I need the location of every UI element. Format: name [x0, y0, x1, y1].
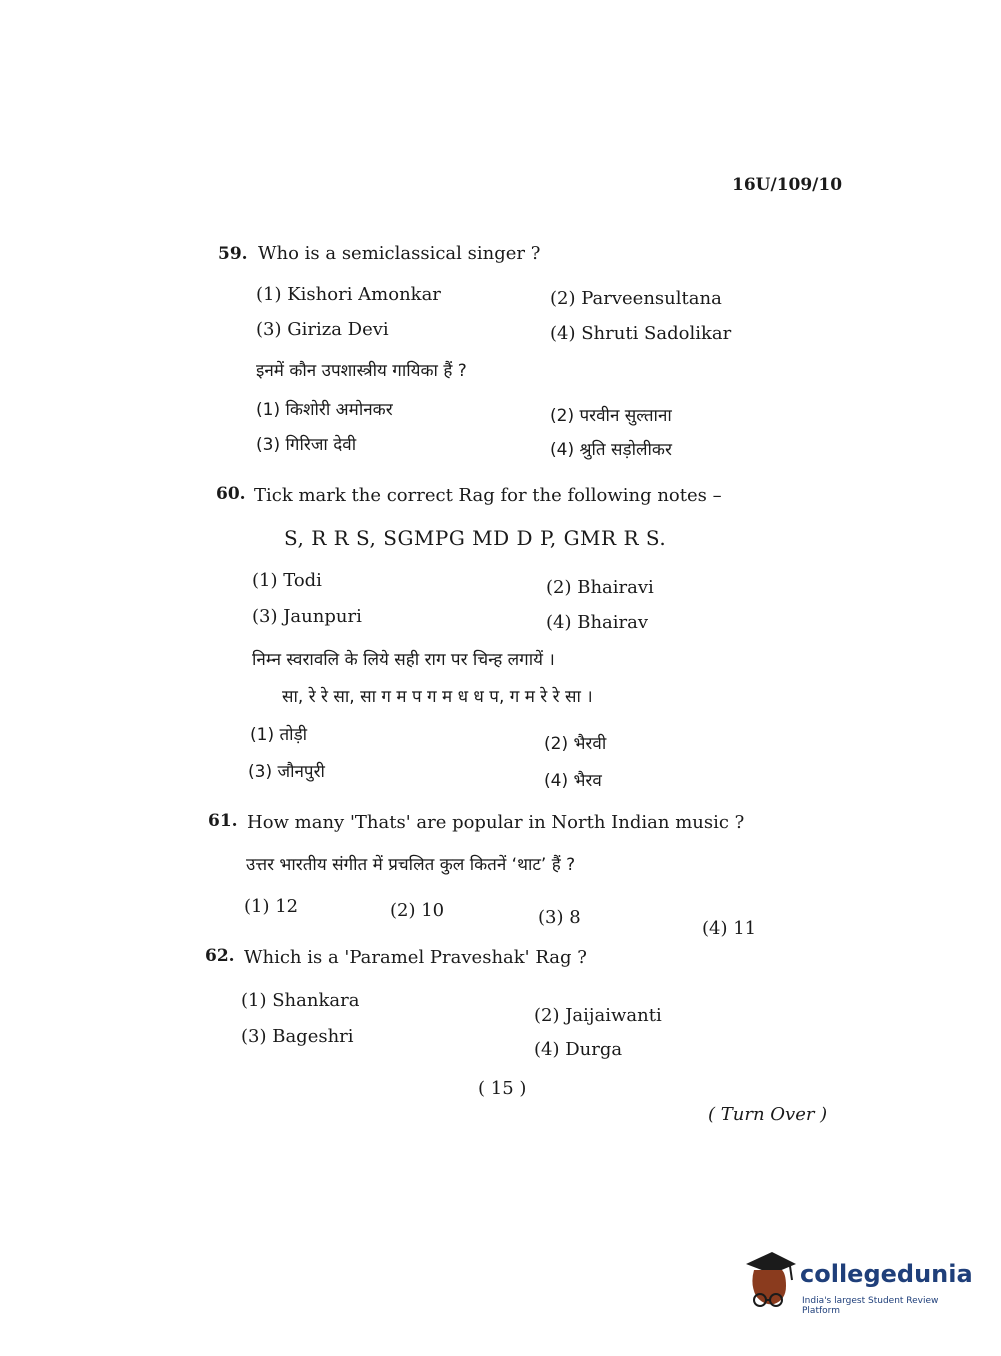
- question-text: Who is a semiclassical singer ?: [258, 243, 541, 264]
- option-2: (2) Bhairavi: [546, 577, 654, 598]
- option-2: (2) Parveensultana: [550, 288, 722, 309]
- option-1: (1) Todi: [252, 570, 322, 591]
- option-2: (2) 10: [390, 900, 445, 921]
- swar-notes-hindi: सा, रे रे सा, सा ग म प ग म ध ध प, ग म रे रे सा ।: [282, 687, 593, 707]
- question-text: Which is a 'Paramel Praveshak' Rag ?: [244, 947, 587, 968]
- option-3-hindi: (3) गिरिजा देवी: [256, 435, 357, 455]
- option-1: (1) 12: [244, 896, 299, 917]
- question-text: How many 'Thats' are popular in North Indian music ?: [247, 812, 745, 833]
- question-number: 61.: [208, 811, 238, 831]
- option-1-hindi: (1) किशोरी अमोनकर: [256, 400, 393, 420]
- question-text: Tick mark the correct Rag for the following notes –: [254, 485, 722, 506]
- question-text-hindi: इनमें कौन उपशास्त्रीय गायिका हैं ?: [256, 361, 467, 381]
- logo-name: collegedunia: [800, 1260, 973, 1288]
- swar-notes: S, R R S, SGMPG MD D P, GMR R S.: [284, 526, 667, 550]
- turn-over-note: ( Turn Over ): [708, 1104, 828, 1125]
- option-4-hindi: (4) भैरव: [544, 771, 602, 791]
- option-3: (3) 8: [538, 907, 581, 928]
- option-3: (3) Bageshri: [241, 1026, 354, 1047]
- option-1: (1) Shankara: [241, 990, 360, 1011]
- option-3: (3) Jaunpuri: [252, 606, 362, 627]
- option-1-hindi: (1) तोड़ी: [250, 725, 308, 745]
- question-text-hindi: निम्न स्वरावलि के लिये सही राग पर चिन्ह लगायें ।: [252, 650, 555, 670]
- question-number: 60.: [216, 484, 246, 504]
- option-2-hindi: (2) भैरवी: [544, 734, 607, 754]
- option-2: (2) Jaijaiwanti: [534, 1005, 662, 1026]
- question-text-hindi: उत्तर भारतीय संगीत में प्रचलित कुल कितनें ‘थाट’ हैं ?: [246, 855, 576, 875]
- logo-tagline: India's largest Student Review Platform: [802, 1296, 939, 1316]
- question-number: 59.: [218, 244, 248, 264]
- option-4-hindi: (4) श्रुति सड़ोलीकर: [550, 440, 672, 460]
- option-4: (4) 11: [702, 918, 757, 939]
- collegedunia-logo: [742, 1250, 972, 1320]
- option-1: (1) Kishori Amonkar: [256, 284, 441, 305]
- option-4: (4) Durga: [534, 1039, 623, 1060]
- option-2-hindi: (2) परवीन सुल्ताना: [550, 406, 672, 426]
- mascot-icon: [742, 1250, 798, 1312]
- option-4: (4) Bhairav: [546, 612, 649, 633]
- page-number: ( 15 ): [478, 1078, 527, 1099]
- option-3: (3) Giriza Devi: [256, 319, 389, 340]
- option-3-hindi: (3) जौनपुरी: [248, 762, 325, 782]
- paper-code: 16U/109/10: [732, 175, 843, 195]
- question-number: 62.: [205, 946, 235, 966]
- option-4: (4) Shruti Sadolikar: [550, 323, 732, 344]
